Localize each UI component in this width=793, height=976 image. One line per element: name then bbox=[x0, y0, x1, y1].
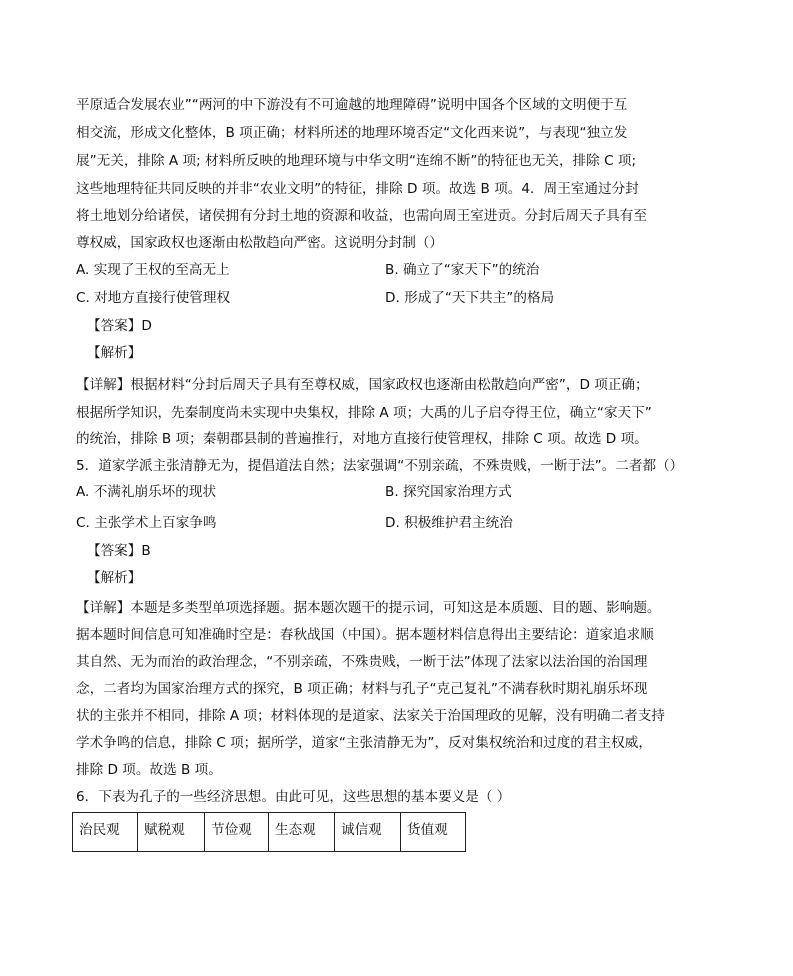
q4-analysis-label: 【解析】 bbox=[87, 345, 142, 361]
table-header-cell: 生态观 bbox=[269, 813, 335, 852]
q5-detail-line: 据本题时间信息可知准确时空是：春秋战国（中国）。据本题材料信息得出主要结论：道家追求顺 bbox=[76, 627, 654, 643]
table-row bbox=[73, 813, 466, 852]
q5-option-a: A. 不满礼崩乐坏的现状 bbox=[76, 484, 217, 500]
table-header-cell: 货值观 bbox=[401, 813, 466, 852]
q5-analysis-label: 【解析】 bbox=[87, 570, 142, 586]
q6-stem: 6．下表为孔子的一些经济思想。由此可见，这些思想的基本要义是（ ） bbox=[76, 789, 511, 805]
q4-answer: 【答案】D bbox=[87, 318, 152, 334]
q5-detail-line: 【详解】本题是多类型单项选择题。据本题次题干的提示词，可知这是本质题、目的题、影响题。 bbox=[76, 600, 661, 616]
q5-stem: 5．道家学派主张清静无为，提倡道法自然；法家强调“不别亲疏，不殊贵贱，一断于法”。二者都（） bbox=[76, 458, 684, 474]
paragraph-line: 将土地划分给诸侯，诸侯拥有分封土地的资源和收益，也需向周王室进贡。分封后周天子具有至 bbox=[76, 208, 647, 224]
q5-answer: 【答案】B bbox=[87, 543, 151, 559]
table-header-cell: 诚信观 bbox=[335, 813, 401, 852]
paragraph-line: 这些地理特征共同反映的并非“农业文明”的特征，排除 D 项。故选 B 项。4．周王室通过分封 bbox=[76, 181, 639, 197]
q4-detail-line: 【详解】根据材料“分封后周天子具有至尊权威，国家政权也逐渐由松散趋向严密”，D 项正确； bbox=[76, 377, 649, 393]
q5-option-b: B. 探究国家治理方式 bbox=[385, 484, 512, 500]
q5-option-d: D. 积极维护君主统治 bbox=[385, 515, 513, 531]
q5-detail-line: 状的主张并不相同，排除 A 项；材料体现的是道家、法家关于治国理政的见解，没有明确二者支持 bbox=[76, 708, 665, 724]
table-header-cell: 节俭观 bbox=[205, 813, 269, 852]
q4-option-b: B. 确立了“家天下”的统治 bbox=[385, 262, 540, 278]
q5-detail-line: 学术争鸣的信息，排除 C 项；据所学，道家“主张清静无为”，反对集权统治和过度的君主权威， bbox=[76, 735, 652, 751]
table-header-cell: 治民观 bbox=[73, 813, 138, 852]
economic-thought-table bbox=[72, 812, 466, 852]
paragraph-line: 尊权威，国家政权也逐渐由松散趋向严密。这说明分封制（） bbox=[76, 235, 444, 251]
paragraph-line: 展”无关，排除 A 项; 材料所反映的地理环境与中华文明“连绵不断”的特征也无关，排除 C 项; bbox=[76, 153, 637, 169]
q5-detail-line: 排除 D 项。故选 B 项。 bbox=[76, 762, 222, 778]
paragraph-line: 平原适合发展农业”“两河的中下游没有不可逾越的地理障碍”说明中国各个区域的文明便于互 bbox=[76, 97, 628, 113]
q4-detail-line: 根据所学知识，先秦制度尚未实现中央集权，排除 A 项；大禹的儿子启夺得王位，确立“家天下” bbox=[76, 405, 652, 421]
q4-option-c: C. 对地方直接行使管理权 bbox=[76, 290, 231, 306]
q4-detail-line: 的统治，排除 B 项；秦朝郡县制的普遍推行，对地方直接行使管理权，排除 C 项。故选 D 项。 bbox=[76, 431, 648, 447]
paragraph-line: 相交流，形成文化整体，B 项正确；材料所述的地理环境否定“文化西来说”，与表现“独立发 bbox=[76, 125, 628, 141]
q4-option-d: D. 形成了“天下共主”的格局 bbox=[385, 290, 555, 306]
q4-option-a: A. 实现了王权的至高无上 bbox=[76, 262, 230, 278]
q5-detail-line: 其自然、无为而治的政治理念，“不别亲疏，不殊贵贱，一断于法”体现了法家以法治国的治国理 bbox=[76, 654, 648, 670]
q5-detail-line: 念，二者均为国家治理方式的探究，B 项正确；材料与孔子“克己复礼”不满春秋时期礼崩乐坏现 bbox=[76, 681, 648, 697]
q5-option-c: C. 主张学术上百家争鸣 bbox=[76, 515, 217, 531]
table-header-cell: 赋税观 bbox=[138, 813, 205, 852]
